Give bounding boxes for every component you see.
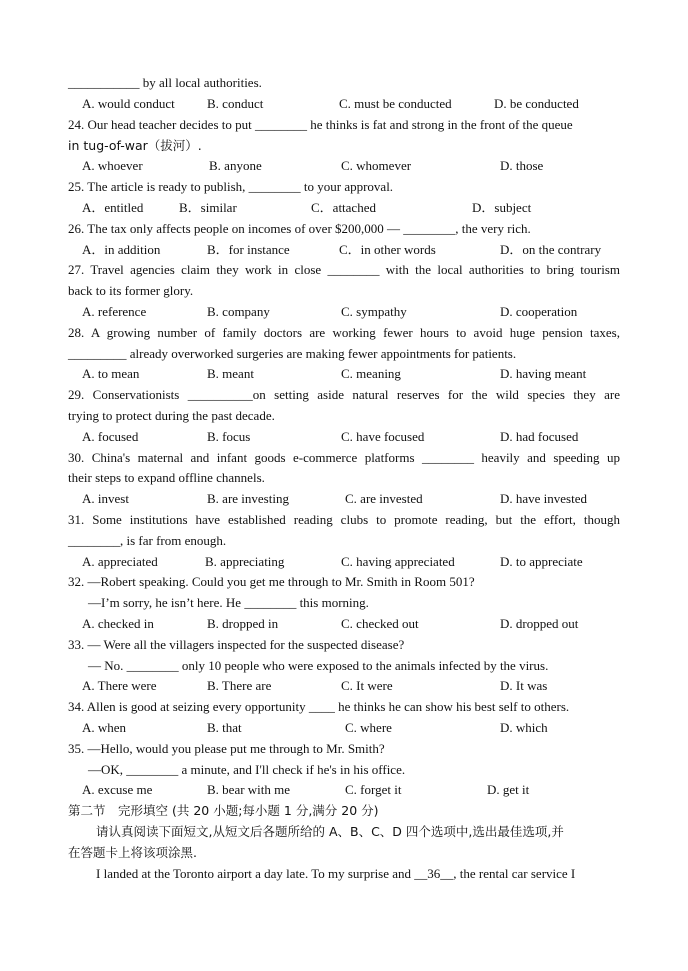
q33-options — [82, 678, 622, 694]
q25-stem: 25. The article is ready to publish, ________ to your approval. — [68, 179, 394, 194]
option-d: D. which — [500, 720, 548, 735]
q32-options — [82, 616, 622, 632]
q30-options — [82, 491, 622, 507]
option-a: A. appreciated — [82, 554, 158, 569]
passage-first-line: I landed at the Toronto airport a day late. To my surprise and __36__, the rental car service I — [96, 866, 576, 881]
section-heading: 第二节 完形填空 (共 20 小题;每小题 1 分,满分 20 分) — [68, 803, 379, 818]
option-d: D. had focused — [500, 429, 579, 444]
option-b: B. are investing — [207, 491, 289, 506]
option-d: D. to appreciate — [500, 554, 583, 569]
q31-options — [82, 554, 622, 570]
option-a: A. focused — [82, 429, 139, 444]
q24-stem-cont: in tug-of-war（拔河）. — [68, 138, 202, 153]
q29-stem: 29. Conservationists __________on setting aside natural reserves for the wild species they are — [68, 387, 620, 402]
option-b: B. focus — [207, 429, 251, 444]
q28-stem-cont: _________ already overworked surgeries are making fewer appointments for patients. — [68, 346, 517, 361]
option-c: C．in other words — [339, 242, 436, 257]
option-b: B. anyone — [209, 158, 262, 173]
q26-options — [82, 242, 622, 258]
option-a: A. There were — [82, 678, 157, 693]
q30-stem-cont: their steps to expand offline channels. — [68, 470, 265, 485]
q33-reply: — No. ________ only 10 people who were exposed to the animals infected by the virus. — [88, 658, 549, 673]
option-c: C. sympathy — [341, 304, 407, 319]
q27-stem: 27. Travel agencies claim they work in close ________ with the local authorities to bring tourism — [68, 262, 620, 277]
q28-options — [82, 366, 622, 382]
option-d: D. be conducted — [494, 96, 579, 111]
option-a: A. invest — [82, 491, 129, 506]
option-c: C. where — [345, 720, 392, 735]
q34-stem: 34. Allen is good at seizing every opportunity ____ he thinks he can show his best self to others. — [68, 699, 570, 714]
q26-stem: 26. The tax only affects people on incomes of over $200,000 — ________, the very rich. — [68, 221, 531, 236]
q25-options — [82, 200, 622, 216]
q31-stem-cont: ________, is far from enough. — [68, 533, 227, 548]
option-a: A. whoever — [82, 158, 143, 173]
option-a: A．in addition — [82, 242, 161, 257]
option-b: B. appreciating — [205, 554, 285, 569]
q35-options — [82, 782, 622, 798]
option-a: A. excuse me — [82, 782, 153, 797]
q34-options — [82, 720, 622, 736]
option-a: A. checked in — [82, 616, 154, 631]
option-d: D. those — [500, 158, 544, 173]
q31-stem: 31. Some institutions have established reading clubs to promote reading, but the effort, though — [68, 512, 620, 527]
option-d: D. have invested — [500, 491, 588, 506]
q23-options — [82, 96, 622, 112]
option-d: D．subject — [472, 200, 532, 215]
option-c: C. have focused — [341, 429, 425, 444]
option-d: D．on the contrary — [500, 242, 602, 257]
q27-stem-cont: back to its former glory. — [68, 283, 194, 298]
option-d: D. cooperation — [500, 304, 578, 319]
q33-stem: 33. — Were all the villagers inspected for the suspected disease? — [68, 637, 405, 652]
option-b: B. meant — [207, 366, 254, 381]
option-c: C. are invested — [345, 491, 423, 506]
option-a: A. reference — [82, 304, 147, 319]
option-c: C. It were — [341, 678, 393, 693]
option-c: C. checked out — [341, 616, 419, 631]
q29-options — [82, 429, 622, 445]
instruction-line-1: 请认真阅读下面短文,从短文后各题所给的 A、B、C、D 四个选项中,选出最佳选项,并 — [96, 824, 564, 839]
option-b: B．for instance — [207, 242, 290, 257]
q27-options — [82, 304, 622, 320]
option-d: D. having meant — [500, 366, 587, 381]
q29-stem-cont: trying to protect during the past decade. — [68, 408, 275, 423]
q32-stem: 32. —Robert speaking. Could you get me through to Mr. Smith in Room 501? — [68, 574, 475, 589]
option-c: C. must be conducted — [339, 96, 452, 111]
option-a: A. would conduct — [82, 96, 175, 111]
option-a: A. to mean — [82, 366, 140, 381]
option-a: A．entitled — [82, 200, 144, 215]
option-d: D. dropped out — [500, 616, 579, 631]
option-a: A. when — [82, 720, 127, 735]
option-c: C．attached — [311, 200, 376, 215]
option-b: B. There are — [207, 678, 272, 693]
option-b: B．similar — [179, 200, 237, 215]
q24-options — [82, 158, 622, 174]
q30-stem: 30. China's maternal and infant goods e-commerce platforms ________ heavily and speeding up — [68, 450, 620, 465]
option-b: B. bear with me — [207, 782, 291, 797]
q35-reply: —OK, ________ a minute, and I'll check if he's in his office. — [88, 762, 406, 777]
q24-stem: 24. Our head teacher decides to put ________ he thinks is fat and strong in the front of the queue — [68, 117, 573, 132]
instruction-line-2: 在答题卡上将该项涂黑. — [68, 845, 197, 860]
q28-stem: 28. A growing number of family doctors are working fewer hours to avoid huge pension taxes, — [68, 325, 620, 340]
q35-stem: 35. —Hello, would you please put me through to Mr. Smith? — [68, 741, 385, 756]
option-b: B. conduct — [207, 96, 264, 111]
option-b: B. company — [207, 304, 270, 319]
option-d: D. It was — [500, 678, 548, 693]
option-c: C. meaning — [341, 366, 401, 381]
option-b: B. that — [207, 720, 242, 735]
option-b: B. dropped in — [207, 616, 279, 631]
q23-stem-end: ___________ by all local authorities. — [68, 75, 262, 90]
option-c: C. forget it — [345, 782, 402, 797]
option-d: D. get it — [487, 782, 530, 797]
option-c: C. having appreciated — [341, 554, 455, 569]
option-c: C. whomever — [341, 158, 412, 173]
q32-reply: —I’m sorry, he isn’t here. He ________ this morning. — [88, 595, 369, 610]
